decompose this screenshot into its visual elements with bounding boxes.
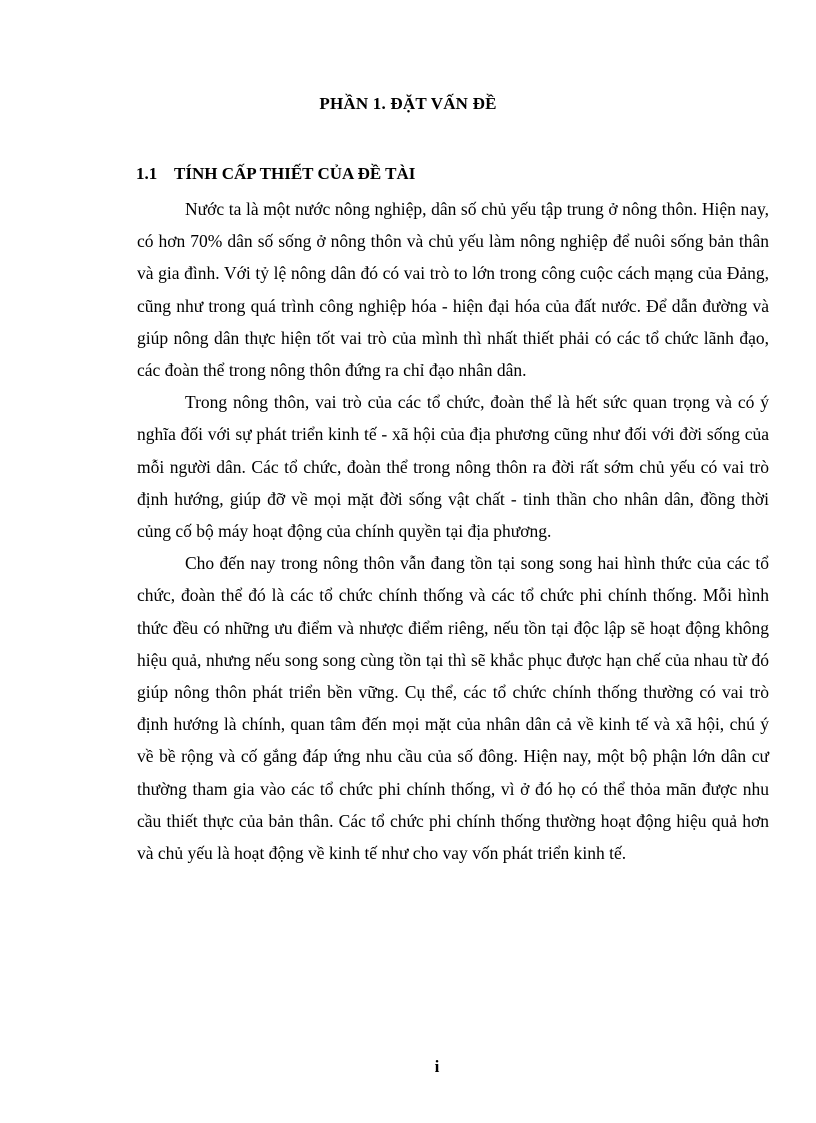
body-text bbox=[137, 193, 769, 869]
chapter-title: PHẦN 1. ĐẶT VẤN ĐỀ bbox=[319, 94, 497, 113]
section-title: TÍNH CẤP THIẾT CỦA ĐỀ TÀI bbox=[174, 164, 416, 183]
section-heading bbox=[136, 164, 415, 184]
paragraph-1: Nước ta là một nước nông nghiệp, dân số chủ yếu tập trung ở nông thôn. Hiện nay, có hơn 70% dân số sống ở nông thôn và chủ yếu làm nông nghiệp để nuôi sống bản thân và gia đình. Với tỷ lệ nông dân đó có vai trò to lớn trong công cuộc cách mạng của Đảng, cũng như trong quá trình công nghiệp hóa - hiện đại hóa của đất nước. Để dẫn đường và giúp nông dân thực hiện tốt vai trò của mình thì nhất thiết phải có các tổ chức lãnh đạo, các đoàn thể trong nông thôn đứng ra chỉ đạo nhân dân. bbox=[137, 199, 769, 381]
page-number: i bbox=[434, 1057, 440, 1076]
paragraph-3: Cho đến nay trong nông thôn vẫn đang tồn tại song song hai hình thức của các tổ chức, đoàn thể đó là các tổ chức chính thống và các tổ chức phi chính thống. Mỗi hình thức đều có những ưu điểm và nhược điểm riêng, nếu tồn tại độc lập sẽ hoạt động không hiệu quả, nhưng nếu song song cùng tồn tại thì sẽ khắc phục được hạn chế của nhau từ đó giúp nông thôn phát triển bền vững. Cụ thể, các tổ chức chính thống thường có vai trò định hướng là chính, quan tâm đến mọi mặt của nhân dân cả về kinh tế và xã hội, chú ý về bề rộng và cố gắng đáp ứng nhu cầu của số đông. Hiện nay, một bộ phận lớn dân cư thường tham gia vào các tổ chức phi chính thống, vì ở đó họ có thể thỏa mãn được nhu cầu thiết thực của bản thân. Các tổ chức phi chính thống thường hoạt động hiệu quả hơn và chủ yếu là hoạt động về kinh tế như cho vay vốn phát triển kinh tế. bbox=[137, 553, 769, 864]
section-number: 1.1 bbox=[136, 164, 158, 183]
paragraph-2: Trong nông thôn, vai trò của các tổ chức, đoàn thể là hết sức quan trọng và có ý nghĩa đối với sự phát triển kinh tế - xã hội của địa phương cũng như đối với đời sống của mỗi người dân. Các tổ chức, đoàn thể trong nông thôn ra đời rất sớm chủ yếu có vai trò định hướng, giúp đỡ về mọi mặt đời sống vật chất - tinh thần cho nhân dân, đồng thời củng cố bộ máy hoạt động của chính quyền tại địa phương. bbox=[137, 392, 769, 542]
